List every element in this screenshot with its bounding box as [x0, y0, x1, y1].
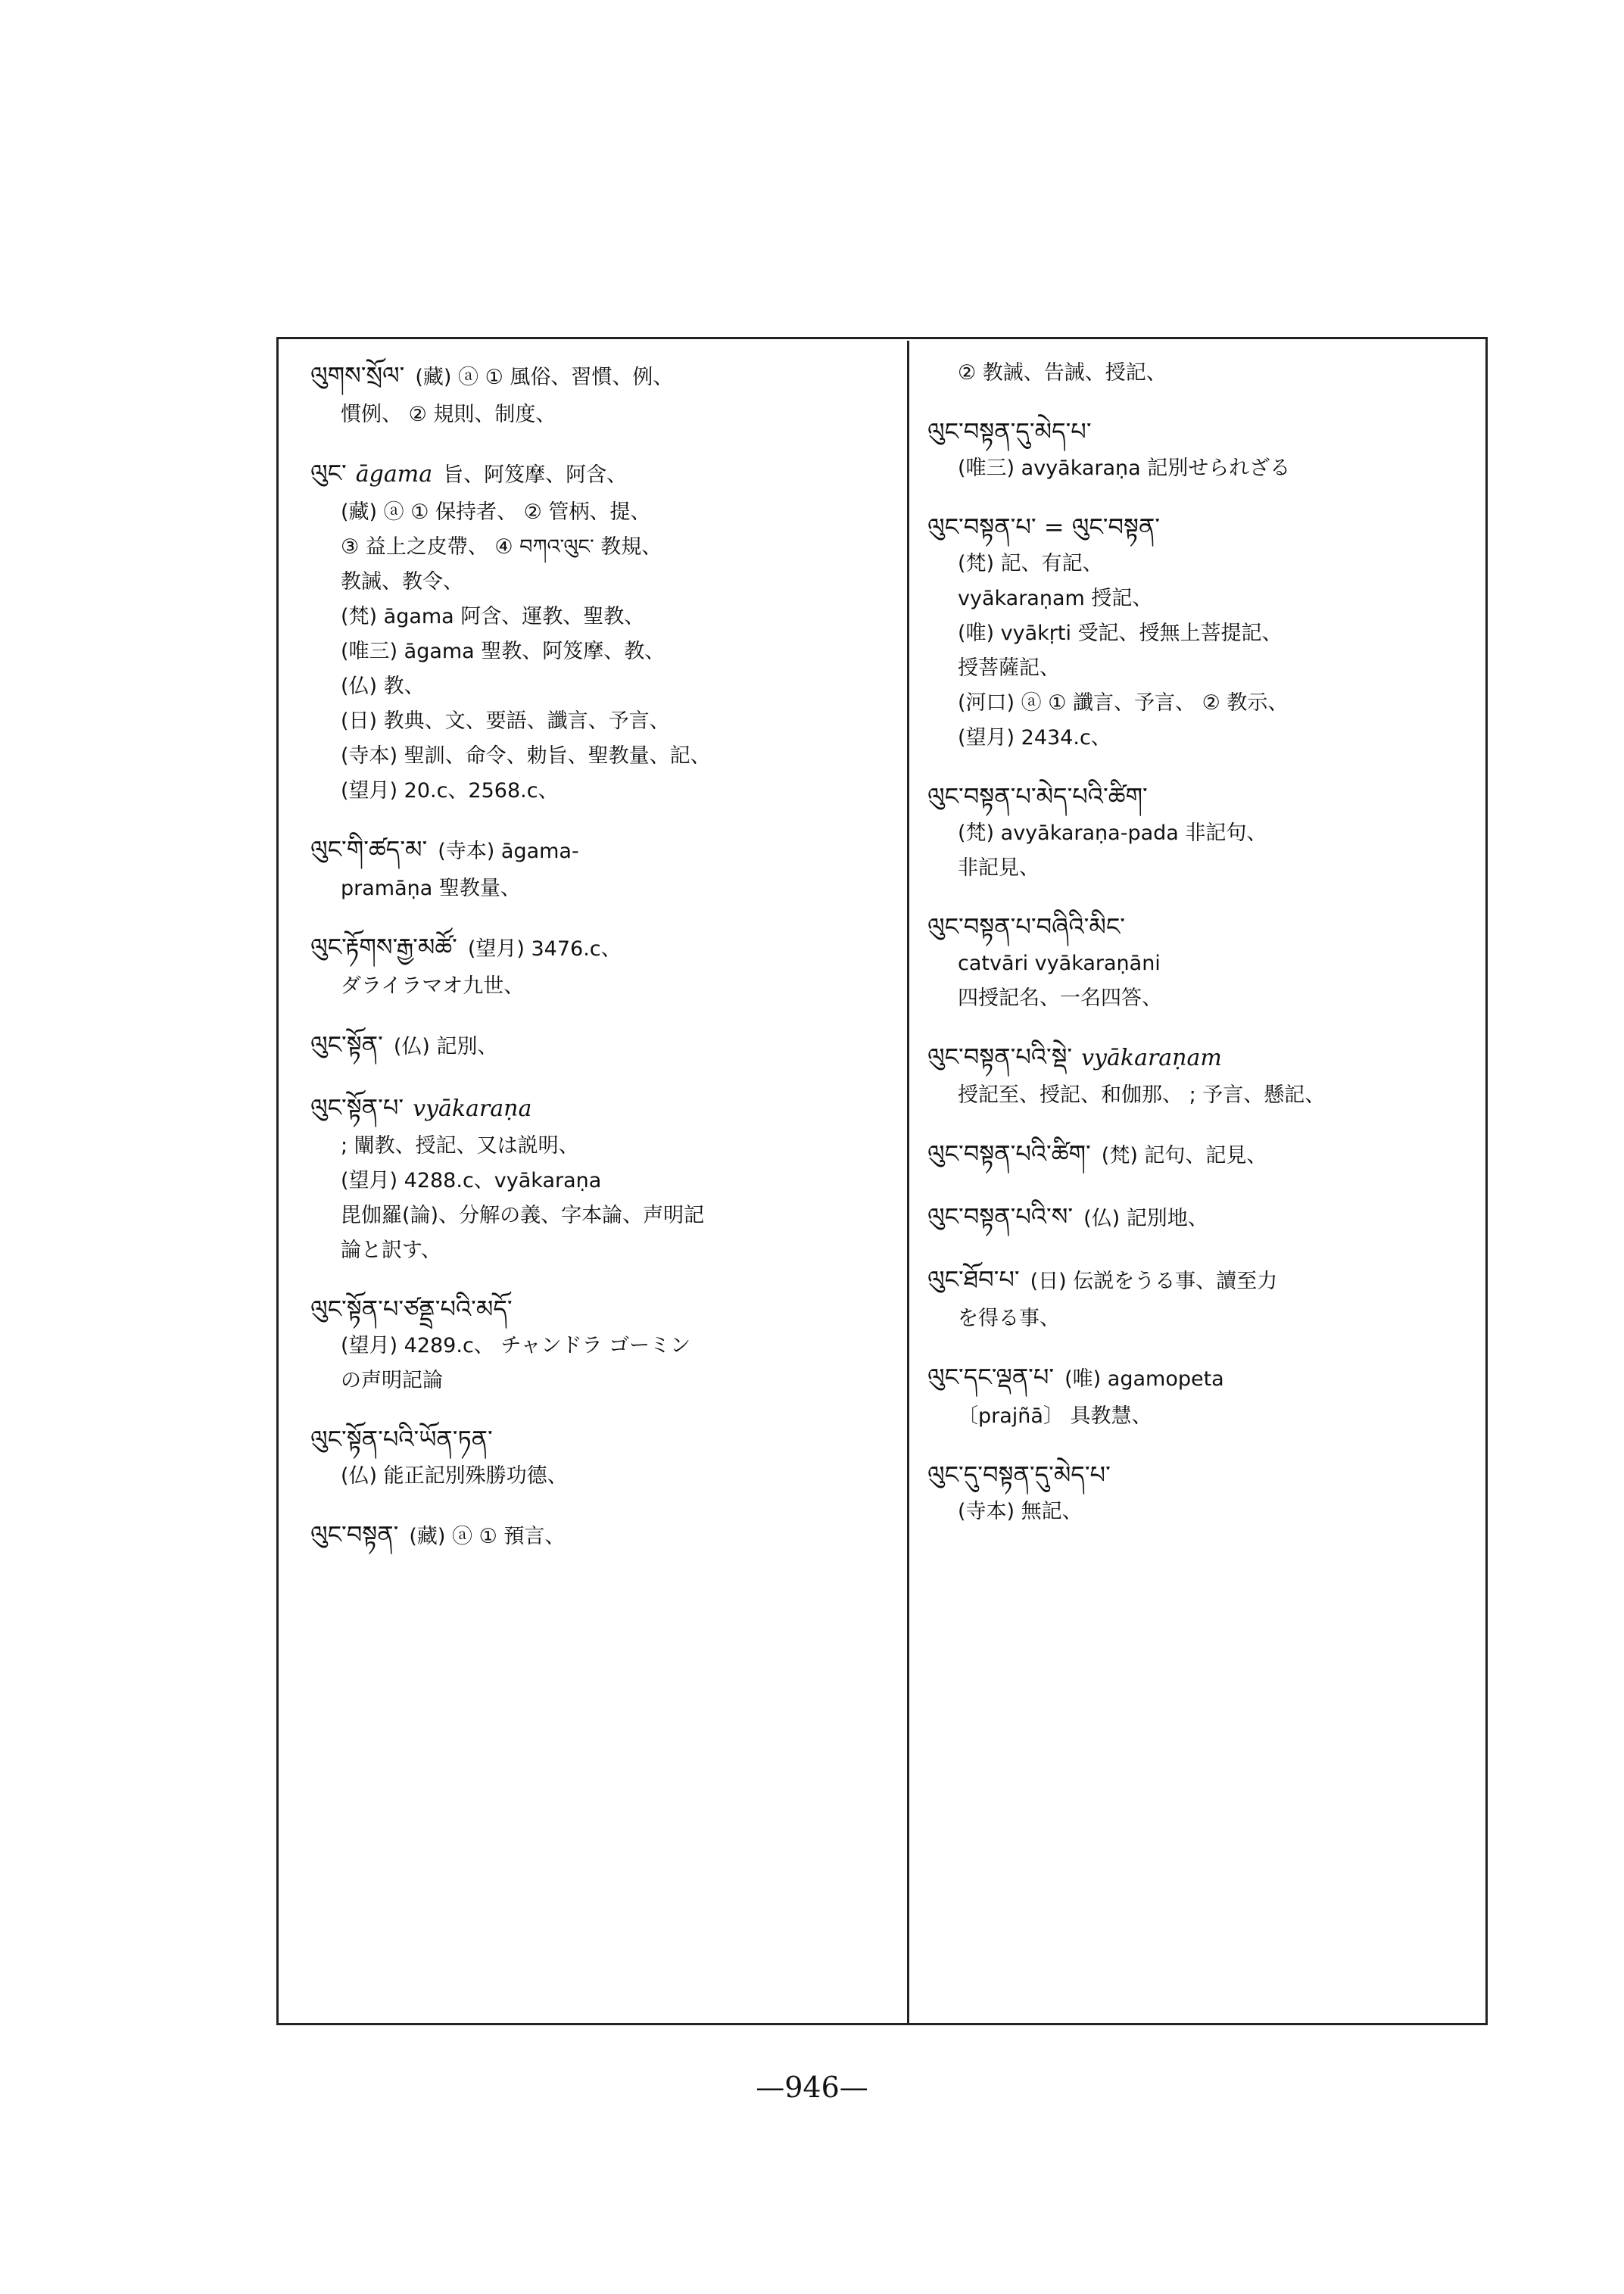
entry-definition-line: (日) 教典、文、要語、讖言、予言、: [341, 709, 670, 733]
sanskrit-romanization: āgama: [355, 461, 433, 488]
entry-headword-line: [310, 1088, 893, 1129]
headword-gloss: (藏) ⓐ ① 預言、: [409, 1525, 566, 1548]
headword-gloss: (梵) 記句、記見、: [1101, 1144, 1267, 1167]
entry-headword-line: [927, 1455, 1484, 1495]
tibetan-headword: ལུང་སྟོན་པ་: [310, 1093, 404, 1122]
entry-definition-line: ③ 益上之皮帶、 ④ བཀའ་ལུང་ 教規、: [341, 535, 662, 559]
entry-definition-line: ② 教誡、告誡、授記、: [958, 361, 1167, 385]
tibetan-headword: ལུང་དང་ལྡན་པ་: [927, 1363, 1055, 1392]
entry-definition-line: (唯三) avyākaraṇa 記別せられざる: [958, 457, 1291, 480]
entry-definition-line: (梵) 記、有記、: [958, 552, 1103, 575]
sanskrit-romanization: vyākaraṇam: [1081, 1045, 1222, 1071]
entry-headword-line: [310, 1420, 893, 1459]
entry-headword-line: [310, 1025, 893, 1067]
entry-definition-line: (寺本) 無記、: [958, 1500, 1083, 1523]
entry-definition-line: 教誡、教令、: [341, 570, 463, 594]
entry-definition-line: 毘伽羅(論)、分解の義、字本論、声明記: [341, 1204, 705, 1227]
entry-headword-line: [927, 777, 1484, 816]
entry-headword-line: [927, 1037, 1484, 1078]
entry-definition-line: catvāri vyākaraṇāni: [958, 952, 1161, 975]
dictionary-entry: [927, 412, 1484, 486]
entry-definition-line: 〔prajñā〕 具教慧、: [958, 1404, 1152, 1428]
entry-headword-line: [927, 1357, 1484, 1399]
entry-definition-line: (河口) ⓐ ① 讖言、予言、 ② 教示、: [958, 691, 1289, 715]
entry-definition-line: (唯三) āgama 聖教、阿笈摩、教、: [341, 640, 665, 663]
entry-definition-line: vyākaraṇam 授記、: [958, 587, 1153, 610]
entry-definition-line: を得る事、: [958, 1307, 1060, 1330]
dictionary-entry: [310, 830, 893, 906]
entry-headword-line: [927, 1260, 1484, 1301]
entry-definition-line: (望月) 4288.c、vyākaraṇa: [341, 1169, 602, 1192]
entry-headword-line: [927, 412, 1484, 451]
entry-headword-line: [927, 1134, 1484, 1176]
tibetan-headword: ལུང་བསྟན་: [310, 1520, 399, 1549]
tibetan-headword: ལུང་སྟོན་པའི་ཡོན་ཏན་: [310, 1425, 493, 1454]
entry-definition-line: 慣例、 ② 規則、制度、: [341, 403, 556, 426]
entry-definition-line: 授記至、授記、和伽那、 ; 予言、懸記、: [958, 1083, 1326, 1107]
headword-gloss: 旨、阿笈摩、阿含、: [443, 463, 628, 487]
entry-definition-line: (望月) 4289.c、 チャンドラ ゴーミン: [341, 1334, 691, 1357]
tibetan-headword: ལུང་སྟོན་པ་ཙནྡྲ་པའི་མདོ་: [310, 1295, 513, 1323]
entry-definition-line: (望月) 20.c、2568.c、: [341, 779, 559, 803]
dictionary-entry: [927, 1134, 1484, 1176]
entry-definition-line: 論と訳す、: [341, 1239, 441, 1262]
page-number: —946—: [756, 2071, 868, 2104]
dictionary-entry: [927, 1357, 1484, 1434]
headword-gloss: (寺本) āgama-: [438, 840, 579, 863]
tibetan-headword: ལུང་བསྟན་པ་ = ལུང་བསྟན་: [927, 513, 1161, 541]
entry-definition-line: (藏) ⓐ ① 保持者、 ② 管柄、提、: [341, 500, 651, 524]
entry-definition-line: 四授記名、一名四答、: [958, 986, 1162, 1010]
entry-definition-line: (仏) 能正記別殊勝功德、: [341, 1464, 568, 1488]
dictionary-entry: [927, 1037, 1484, 1113]
entry-definition-line: (唯) vyākṛti 受記、授無上菩提記、: [958, 622, 1283, 645]
entry-headword-line: [927, 507, 1484, 547]
entry-definition-line: (望月) 2434.c、: [958, 726, 1111, 750]
entry-definition-line: ダライラマオ九世、: [341, 974, 525, 998]
headword-gloss: (仏) 記別地、: [1083, 1207, 1208, 1230]
dictionary-entry: [310, 1088, 893, 1268]
tibetan-headword: ལུང་བསྟན་པའི་ཚིག་: [927, 1139, 1091, 1168]
entry-definition-line: pramāṇa 聖教量、: [341, 877, 521, 900]
entry-definition-line: ; 闡教、授記、又は説明、: [341, 1134, 579, 1158]
dictionary-entry: [310, 454, 893, 809]
headword-gloss: (藏) ⓐ ① 風俗、習慣、例、: [415, 366, 674, 389]
dictionary-entry: [927, 507, 1484, 756]
headword-gloss: (唯) agamopeta: [1064, 1367, 1224, 1391]
dictionary-entry: [310, 1515, 893, 1557]
entry-headword-line: [310, 454, 893, 495]
entry-headword-line: [927, 907, 1484, 946]
entry-headword-line: [310, 927, 893, 969]
left-column: [310, 356, 893, 1578]
tibetan-headword: ལུང་བསྟན་དུ་མེད་པ་: [927, 417, 1092, 446]
column-divider: [907, 341, 909, 2023]
sanskrit-romanization: vyākaraṇa: [413, 1096, 532, 1122]
entry-definition-line: 非記見、: [958, 856, 1040, 880]
tibetan-headword: ལུང་བསྟན་པ་མེད་པའི་ཚིག་: [927, 782, 1148, 811]
dictionary-entry: [310, 356, 893, 432]
headword-gloss: (仏) 記別、: [393, 1035, 498, 1058]
entry-definition-line: (梵) āgama 阿含、運教、聖教、: [341, 605, 645, 628]
dictionary-entry: [310, 1420, 893, 1494]
dictionary-entry: [927, 356, 1484, 391]
tibetan-headword: ལུང་སྟོན་: [310, 1030, 383, 1059]
dictionary-entry: [927, 1260, 1484, 1336]
entry-definition-line: (仏) 教、: [341, 675, 425, 698]
tibetan-headword: ལུགས་སྲོལ་: [310, 361, 405, 390]
entry-definition-line: の声明記論: [341, 1369, 443, 1392]
dictionary-entry: [927, 907, 1484, 1016]
headword-gloss: (日) 伝説をうる事、讀至力: [1030, 1270, 1278, 1293]
tibetan-headword: ལུང་དུ་བསྟན་དུ་མེད་པ་: [927, 1460, 1111, 1489]
entry-definition-line: (寺本) 聖訓、命令、勅旨、聖教量、記、: [341, 744, 711, 768]
entry-headword-line: [927, 1197, 1484, 1239]
entry-headword-line: [310, 1289, 893, 1329]
right-column: [927, 356, 1484, 1551]
entry-definition-line: 授菩薩記、: [958, 656, 1060, 680]
entry-headword-line: [310, 356, 893, 397]
dictionary-entry: [927, 777, 1484, 886]
tibetan-headword: ལུང་རྟོགས་རྒྱ་མཚོ་: [310, 933, 457, 962]
dictionary-entry: [310, 1289, 893, 1398]
tibetan-headword: ལུང་: [310, 459, 347, 488]
headword-gloss: (望月) 3476.c、: [467, 937, 622, 961]
tibetan-headword: ལུང་བསྟན་པ་བཞིའི་མིང་: [927, 912, 1126, 941]
tibetan-headword: ལུང་བསྟན་པའི་སྡེ་: [927, 1043, 1073, 1071]
dictionary-entry: [927, 1455, 1484, 1529]
tibetan-headword: ལུང་བསྟན་པའི་ས་: [927, 1202, 1074, 1231]
entry-definition-line: (梵) avyākaraṇa-pada 非記句、: [958, 821, 1267, 845]
tibetan-headword: ལུང་གི་ཚད་མ་: [310, 835, 428, 864]
tibetan-headword: ལུང་ཐོབ་པ་: [927, 1265, 1020, 1294]
dictionary-entry: [310, 927, 893, 1004]
entry-headword-line: [310, 830, 893, 871]
dictionary-entry: [927, 1197, 1484, 1239]
entry-headword-line: [310, 1515, 893, 1557]
dictionary-entry: [310, 1025, 893, 1067]
